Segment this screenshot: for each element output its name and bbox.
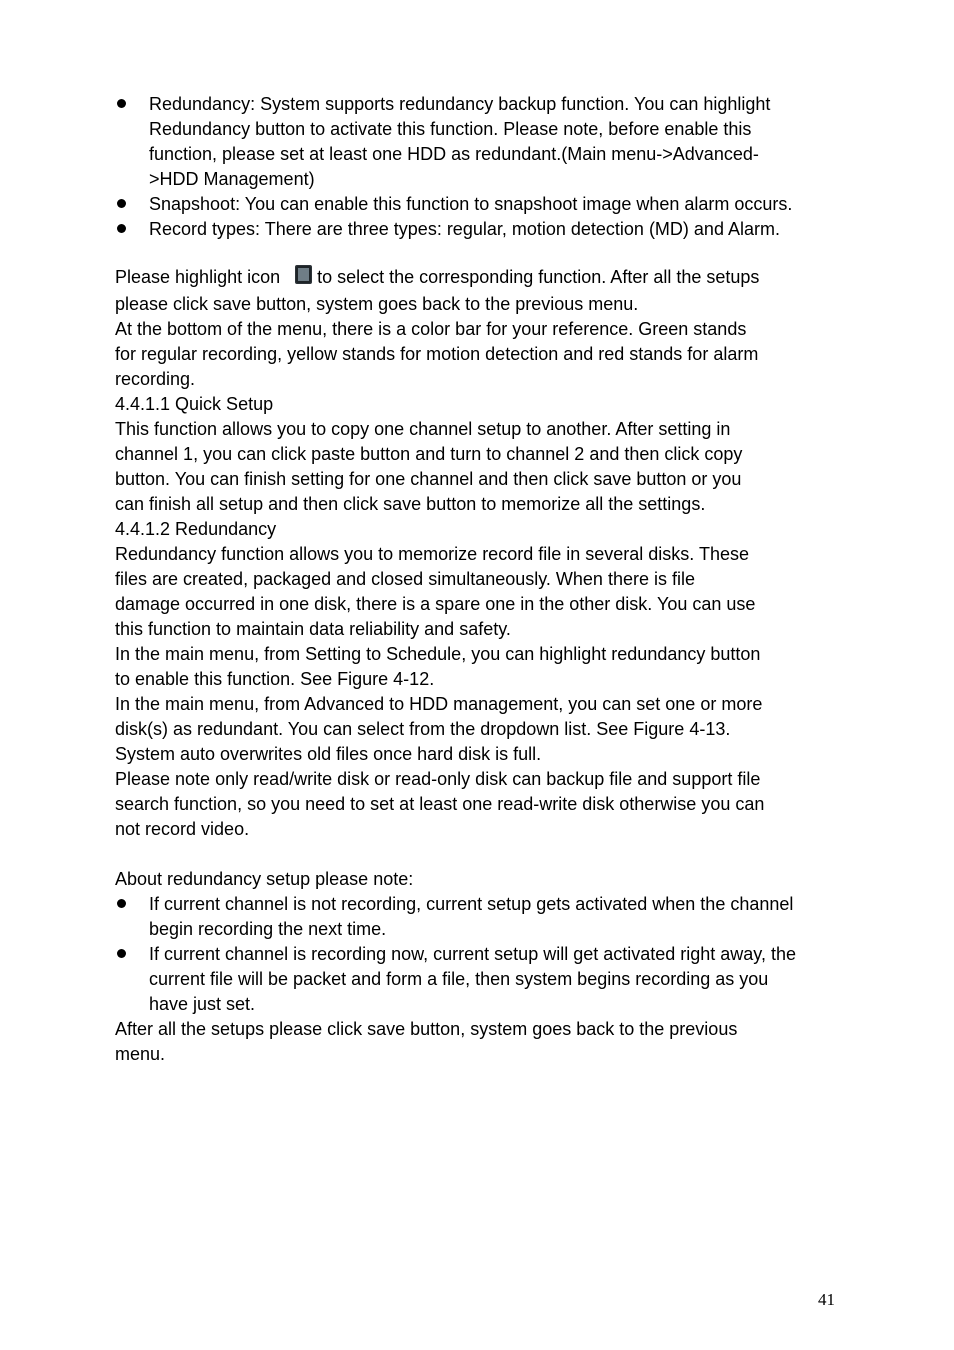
bullet-text: Redundancy: System supports redundancy backup function. You can highlight — [149, 94, 771, 114]
paragraph-text: can finish all setup and then click save button to memorize all the settings. — [115, 494, 706, 514]
paragraph-text: recording. — [115, 369, 196, 389]
bullet-text: If current channel is recording now, current setup will get activated right away, the — [149, 944, 796, 964]
paragraph-text: for regular recording, yellow stands for motion detection and red stands for alarm — [115, 344, 759, 364]
bullet-text: function, please set at least one HDD as redundant.(Main menu->Advanced- — [149, 144, 759, 164]
section-heading: 4.4.1.2 Redundancy — [115, 519, 277, 539]
bullet-dot — [117, 899, 126, 908]
paragraph-text: This function allows you to copy one channel setup to another. After setting in — [115, 419, 731, 439]
paragraph-text: In the main menu, from Advanced to HDD management, you can set one or more — [115, 694, 763, 714]
paragraph-text: After all the setups please click save button, system goes back to the previous — [115, 1019, 738, 1039]
paragraph-text: damage occurred in one disk, there is a spare one in the other disk. You can use — [115, 594, 756, 614]
page-number: 41 — [818, 1290, 835, 1309]
bullet-text: begin recording the next time. — [149, 919, 387, 939]
note-heading: About redundancy setup please note: — [115, 869, 414, 889]
paragraph-text: this function to maintain data reliability and safety. — [115, 619, 511, 639]
paragraph-text: please click save button, system goes back to the previous menu. — [115, 294, 639, 314]
bullet-text: >HDD Management) — [149, 169, 315, 189]
paragraph-text: files are created, packaged and closed simultaneously. When there is file — [115, 569, 695, 589]
bullet-text: current file will be packet and form a file, then system begins recording as you — [149, 969, 769, 989]
bullet-text: Snapshoot: You can enable this function to snapshoot image when alarm occurs. — [149, 194, 793, 214]
bullet-text: If current channel is not recording, current setup gets activated when the channel — [149, 894, 794, 914]
paragraph-text: disk(s) as redundant. You can select from the dropdown list. See Figure 4-13. — [115, 719, 731, 739]
paragraph-text: menu. — [115, 1044, 166, 1064]
paragraph-text: to select the corresponding function. After all the setups — [312, 267, 760, 287]
paragraph-text: search function, so you need to set at least one read-write disk otherwise you can — [115, 794, 765, 814]
paragraph-text: to enable this function. See Figure 4-12. — [115, 669, 435, 689]
bullet-text: Redundancy button to activate this function. Please note, before enable this — [149, 119, 752, 139]
bullet-text: Record types: There are three types: regular, motion detection (MD) and Alarm. — [149, 219, 780, 239]
paragraph-text: Please highlight icon — [115, 267, 286, 287]
paragraph-text: In the main menu, from Setting to Schedule, you can highlight redundancy button — [115, 644, 761, 664]
paragraph-text: At the bottom of the menu, there is a color bar for your reference. Green stands — [115, 319, 747, 339]
bullet-dot — [117, 99, 126, 108]
bullet-text: have just set. — [149, 994, 256, 1014]
paragraph-text: Please note only read/write disk or read-only disk can backup file and support file — [115, 769, 761, 789]
paragraph-text: channel 1, you can click paste button and turn to channel 2 and then click copy — [115, 444, 743, 464]
bullet-dot — [117, 199, 126, 208]
bullet-dot — [117, 224, 126, 233]
paragraph-text: button. You can finish setting for one channel and then click save button or you — [115, 469, 742, 489]
paragraph-text: not record video. — [115, 819, 250, 839]
paragraph-text: Redundancy function allows you to memorize record file in several disks. These — [115, 544, 749, 564]
bullet-dot — [117, 949, 126, 958]
section-heading: 4.4.1.1 Quick Setup — [115, 394, 274, 414]
paragraph-text: System auto overwrites old files once hard disk is full. — [115, 744, 542, 764]
settings-square-icon — [295, 265, 312, 284]
highlight-icon-line — [115, 265, 759, 290]
